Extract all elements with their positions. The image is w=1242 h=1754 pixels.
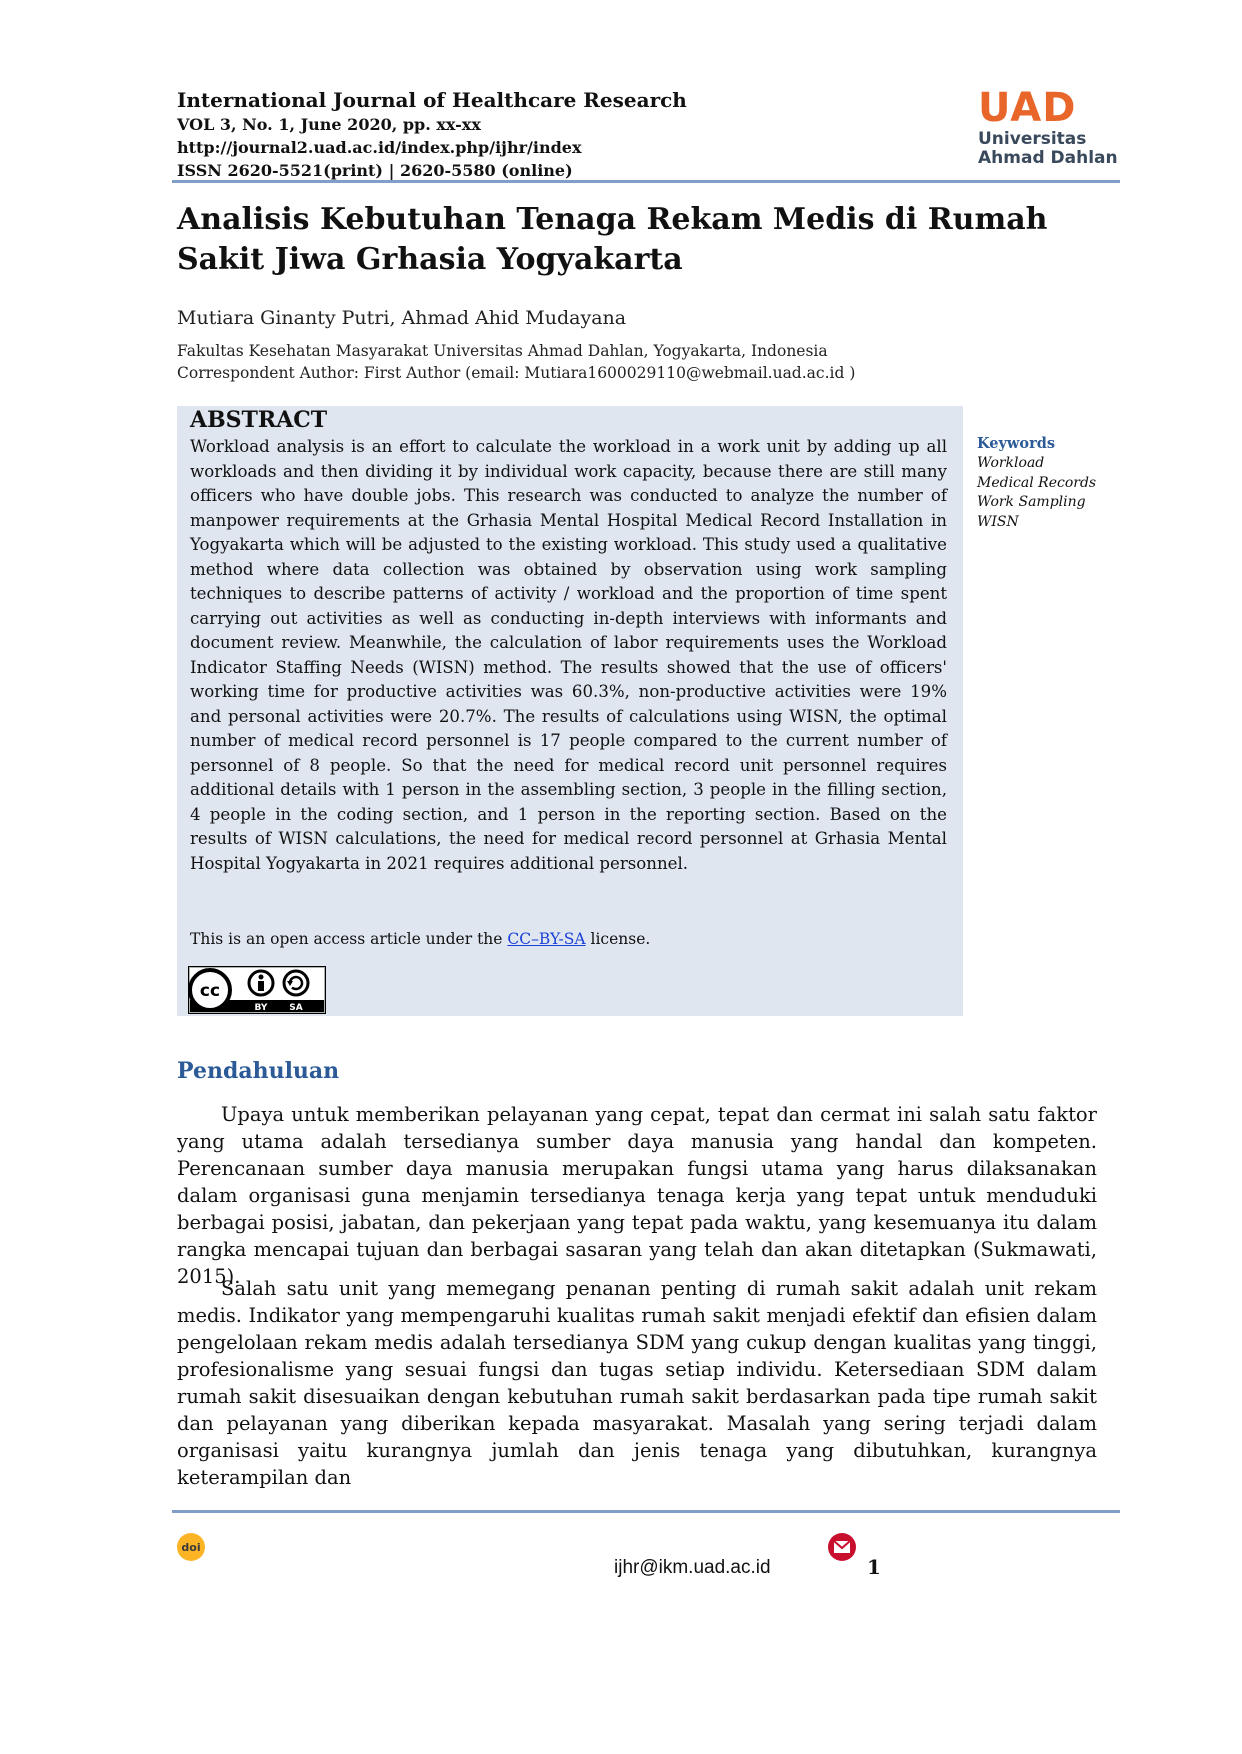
header-divider [172,180,1120,183]
abstract-text: Workload analysis is an effort to calculate the workload in a work unit by adding up all workloads and then dividing it by individual work capacity, because there are still many officers who have double jobs. This research was conducted to analyze the number of manpower requirements at the Grhasia Mental Hospital Medical Record Installation in Yogyakarta which will be adjusted to the existing workload. This study used a qualitative method where data collection was obtained by observation using work sampling techniques to describe patterns of activity / workload and the proportion of time spent carrying out activities as well as conducting in-depth interviews with informants and document review. Meanwhile, the calculation of labor requirements uses the Workload Indicator Staffing Needs (WISN) method. The results showed that the use of officers' working time for productive activities was 60.3%, non-productive activities were 19% and personal activities were 20.7%. The results of calculations using WISN, the optimal number of medical record personnel is 17 people compared to the current number of personnel of 8 people. So that the need for medical record unit personnel requires additional details with 1 person in the assembling section, 3 people in the filling section, 4 people in the coding section, and 1 person in the reporting section. Based on the results of WISN calculations, the need for medical record personnel at Grhasia Mental Hospital Yogyakarta in 2021 requires additional personnel. [190,437,947,873]
article-affiliation-block [177,340,855,384]
sa-share-alike-icon [284,971,308,995]
doi-icon-label: doi [181,1541,201,1554]
cc-by-sa-badge[interactable] [188,966,326,1014]
footer-email[interactable]: ijhr@ikm.uad.ac.id [614,1557,771,1578]
by-label: BY [254,1003,268,1013]
license-statement [190,928,650,950]
body-paragraph: Upaya untuk memberikan pelayanan yang cepat, tepat dan cermat ini salah satu faktor yang utama adalah tersedianya sumber daya manusia yang handal dan kompeten. Perencanaan sumber daya manusia merupakan fungsi utama yang harus dilaksanakan dalam organisasi guna menjamin tersedianya tenaga kerja yang tepat untuk menduduki berbagai posisi, jabatan, dan pekerjaan yang tepat pada waktu, yang kesemuanya itu dalam rangka mencapai tujuan dan berbagai sasaran yang telah dan akan ditetapkan (Sukmawati, 2015). [177,1103,1097,1288]
mail-icon[interactable] [827,1532,857,1562]
license-link[interactable]: CC–BY-SA [507,930,586,948]
uad-logo [978,86,1118,176]
body-paragraph: Salah satu unit yang memegang penanan penting di rumah sakit adalah unit rekam medis. Indikator yang mempengaruhi kualitas rumah sakit menjadi efektif dan efisien dalam pengelolaan rekam medis adalah tersedianya SDM yang cukup dengan kualitas yang tinggi, profesionalisme yang sesuai fungsi dan tugas setiap individu. Ketersediaan SDM dalam rumah sakit disesuaikan dengan kebutuhan rumah sakit berdasarkan pada tipe rumah sakit dan pelayanan yang diberikan kepada masyarakat. Masalah yang sering terjadi dalam organisasi yaitu kurangnya jumlah dan jenis tenaga yang dibutuhkan, kurangnya keterampilan dan [177,1277,1097,1489]
cc-icon-label: cc [199,981,221,1001]
uad-logo-mark: UAD [978,85,1077,131]
keyword-item: Work Sampling [977,494,1086,510]
article-title: Analisis Kebutuhan Tenaga Rekam Medis di Rumah Sakit Jiwa Grhasia Yogyakarta [177,202,1048,277]
keyword-item: Medical Records [977,474,1097,491]
journal-url[interactable]: http://journal2.uad.ac.id/index.php/ijhr/index [177,138,582,157]
keyword-item: Workload [977,455,1045,471]
keywords-block [977,434,1127,532]
sa-label: SA [289,1003,303,1013]
journal-issn: ISSN 2620-5521(print) | 2620-5580 (online) [177,161,573,180]
license-suffix: license. [585,930,651,948]
page-number: 1 [867,1555,881,1579]
affiliation: Fakultas Kesehatan Masyarakat Universitas Ahmad Dahlan, Yogyakarta, Indonesia [177,342,828,360]
journal-volume: VOL 3, No. 1, June 2020, pp. xx-xx [177,115,481,134]
uad-logo-line2: Ahmad Dahlan [978,148,1118,168]
footer-divider [172,1510,1120,1513]
article-authors: Mutiara Ginanty Putri, Ahmad Ahid Mudayana [177,307,627,329]
correspondent-author: Correspondent Author: First Author (email: Mutiara1600029110@webmail.uad.ac.id ) [177,364,856,382]
license-prefix: This is an open access article under the [190,930,508,948]
section-heading: Pendahuluan [177,1058,340,1084]
doi-icon[interactable] [176,1532,206,1562]
uad-logo-line1: Universitas [978,129,1087,149]
keywords-heading: Keywords [977,435,1056,452]
abstract-heading: ABSTRACT [190,407,328,433]
journal-header [177,88,1077,182]
journal-name: International Journal of Healthcare Research [177,88,687,112]
keyword-item: WISN [977,513,1019,530]
